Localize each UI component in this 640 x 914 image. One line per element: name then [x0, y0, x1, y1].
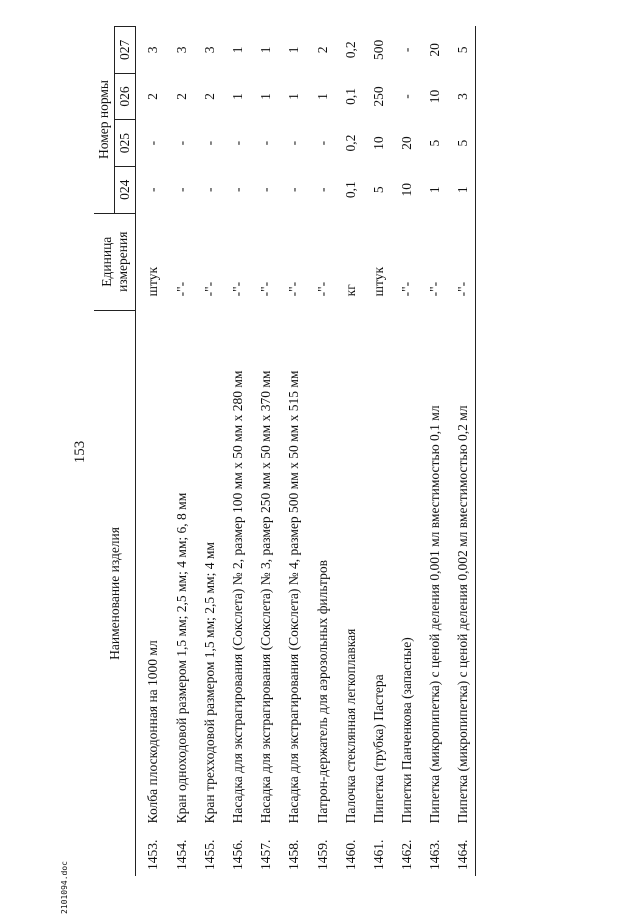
norm-value-024: - — [258, 187, 274, 192]
norm-value-026: 3 — [446, 73, 475, 120]
table-row — [334, 27, 362, 877]
item-unit: -"- — [399, 281, 415, 297]
item-number: 1459. — [314, 839, 330, 870]
norm-value-027: 20 — [427, 43, 443, 57]
norm-value-026: 1 — [314, 93, 330, 100]
table-row — [165, 27, 193, 877]
table-row — [136, 27, 165, 877]
item-number: 1463. — [427, 839, 443, 870]
norm-value-025: 10 — [370, 136, 386, 150]
norm-value-025: 5 — [427, 139, 443, 147]
item-unit: -"- — [229, 281, 245, 297]
table-row — [193, 27, 221, 877]
item-number: 1453. — [145, 839, 161, 870]
norm-value-027: 1 — [229, 46, 245, 54]
item-name: Палочка стеклянная легкоплавкая — [342, 628, 358, 824]
column-header-code-025: 025 — [115, 120, 136, 167]
item-unit: -"- — [258, 281, 274, 297]
norm-value-025: - — [201, 140, 217, 146]
item-unit: кг — [342, 284, 358, 297]
norm-value-026: 2 — [201, 93, 217, 100]
table-row — [221, 27, 249, 877]
norm-value-026: 0,1 — [342, 88, 358, 105]
column-header-code-024: 024 — [115, 166, 136, 213]
norm-value-027: 2 — [314, 46, 330, 54]
norm-value-024: - — [229, 187, 245, 192]
item-number: 1460. — [342, 839, 358, 870]
norm-value-025: - — [286, 140, 302, 146]
item-unit: штук — [145, 266, 161, 297]
norm-value-026: 10 — [427, 89, 443, 104]
norm-value-025: - — [314, 140, 330, 146]
item-name: Пипетки Панченкова (запасные) — [399, 637, 415, 824]
column-header-code-027: 027 — [115, 27, 136, 74]
table-row — [277, 27, 305, 877]
item-number: 1454. — [173, 839, 189, 870]
norm-value-027: 0,2 — [342, 41, 358, 59]
table-row — [418, 27, 446, 877]
norm-value-026: 1 — [258, 93, 274, 100]
item-number: 1461. — [370, 839, 386, 870]
column-header-code-026: 026 — [115, 73, 136, 120]
item-name: Пипетка (микропипетка) с ценой деления 0,002 мл вместимостью 0,2 мл — [446, 310, 475, 827]
item-number: 1457. — [258, 839, 274, 870]
column-group-norm-number: Номер нормы — [94, 27, 115, 214]
table-row — [249, 27, 277, 877]
norm-value-024: - — [314, 187, 330, 192]
table-row — [306, 27, 334, 877]
column-header-name: Наименование изделия — [94, 310, 136, 876]
item-name: Кран трехходовой размером 1,5 мм; 2,5 мм; 4 мм — [201, 542, 217, 824]
item-number: 1464. — [446, 827, 475, 876]
column-header-unit — [94, 213, 136, 310]
item-name: Насадка для экстрагирования (Сокслета) № 4, размер 500 мм х 50 мм х 515 мм — [286, 370, 302, 824]
item-name: Кран одноходовой размером 1,5 мм; 2,5 мм; 4 мм; 6, 8 мм — [173, 492, 189, 824]
equipment-norms-table — [94, 26, 476, 876]
norm-value-027: - — [399, 47, 415, 53]
norm-value-026: 1 — [286, 93, 302, 100]
norm-value-024: 1 — [446, 166, 475, 213]
norm-value-024: 0,1 — [342, 181, 358, 199]
norm-value-027: 3 — [145, 46, 161, 54]
norm-value-027: 3 — [173, 46, 189, 54]
norm-value-024: 1 — [427, 186, 443, 194]
item-unit: -"- — [314, 281, 330, 297]
item-number: 1456. — [229, 839, 245, 870]
item-number: 1462. — [399, 839, 415, 870]
norm-value-025: 0,2 — [342, 134, 358, 152]
norm-value-027: 1 — [258, 46, 274, 54]
norm-value-027: 3 — [201, 46, 217, 54]
document-file-code: 2101094.doc — [60, 861, 69, 914]
norm-value-025: - — [145, 140, 161, 146]
item-name: Насадка для экстрагирования (Сокслета) № 3, размер 250 мм х 50 мм х 370 мм — [258, 370, 274, 824]
norm-value-026: 1 — [229, 93, 245, 100]
norm-value-024: 10 — [399, 182, 415, 197]
table-row — [390, 27, 418, 877]
item-name: Колба плоскодонная на 1000 мл — [145, 640, 161, 824]
item-unit: штук — [370, 266, 386, 297]
norm-value-024: 5 — [370, 186, 386, 194]
item-name: Патрон-держатель для аэрозольных фильтров — [314, 560, 330, 824]
norm-value-024: - — [173, 187, 189, 192]
item-unit: -"- — [286, 281, 302, 297]
norm-value-027: 500 — [370, 39, 386, 60]
norm-value-025: - — [258, 140, 274, 146]
unit-header-line1: Единица — [98, 236, 114, 287]
document-page — [50, 22, 590, 914]
norm-value-025: - — [229, 140, 245, 146]
norm-value-024: - — [145, 187, 161, 192]
item-unit: -"- — [201, 281, 217, 297]
item-name: Пипетка (трубка) Пастера — [370, 674, 386, 824]
norm-value-024: - — [201, 187, 217, 192]
norm-value-025: - — [173, 140, 189, 146]
table-row — [446, 27, 475, 877]
item-number: 1455. — [201, 839, 217, 870]
item-unit: -"- — [173, 281, 189, 297]
norm-value-027: 5 — [446, 27, 475, 74]
item-name: Насадка для экстрагирования (Сокслета) № 2, размер 100 мм х 50 мм х 280 мм — [229, 370, 245, 824]
unit-header-line2: измерения — [114, 231, 130, 292]
norm-value-026: 250 — [370, 86, 386, 107]
table-row — [362, 27, 390, 877]
norm-value-025: 5 — [446, 120, 475, 167]
norm-value-024: - — [286, 187, 302, 192]
norm-value-027: 1 — [286, 46, 302, 54]
norm-value-026: 2 — [145, 93, 161, 100]
norm-value-025: 20 — [399, 136, 415, 150]
table-body — [136, 27, 475, 877]
item-unit: -"- — [446, 213, 475, 310]
norm-value-026: 2 — [173, 93, 189, 100]
item-name: Пипетка (микропипетка) с ценой деления 0,001 мл вместимостью 0,1 мл — [427, 405, 443, 824]
norm-value-026: - — [399, 94, 415, 99]
page-number: 153 — [72, 440, 88, 464]
item-number: 1458. — [286, 839, 302, 870]
item-unit: -"- — [427, 281, 443, 297]
